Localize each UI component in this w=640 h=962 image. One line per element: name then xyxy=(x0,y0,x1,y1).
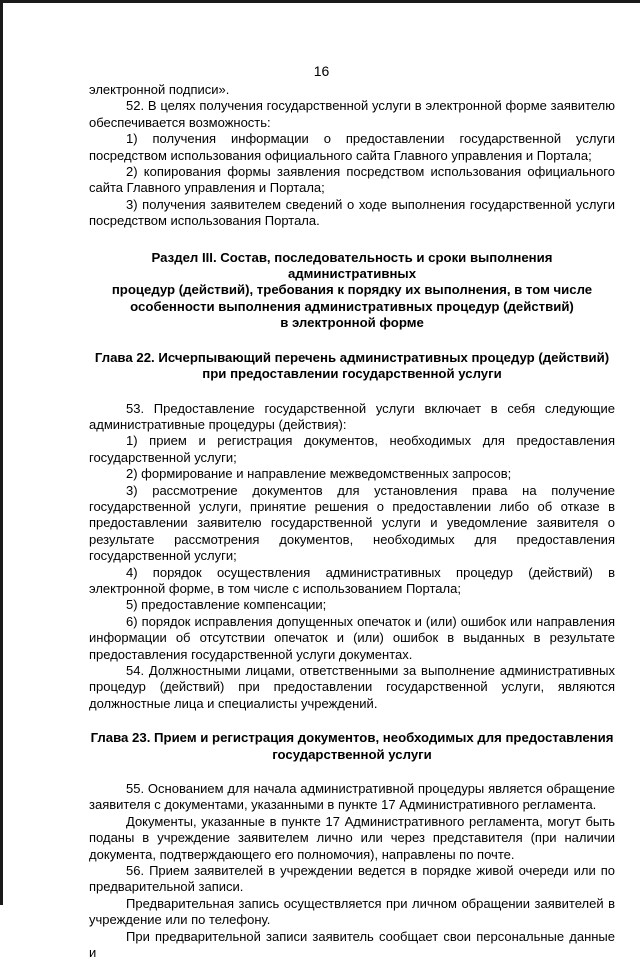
paragraph: 1) получения информации о предоставлении государственной услуги посредством использования официального сайта Главного управления и Портала; xyxy=(89,131,615,163)
section-title xyxy=(89,250,615,332)
paragraph: 53. Предоставление государственной услуги включает в себя следующие административные процедуры (действия): xyxy=(89,400,615,432)
paragraph: 54. Должностными лицами, ответственными за выполнение административных процедур (действий) при предоставлении государственной услуги, являются должностные лица и специалисты учреждений. xyxy=(89,663,615,711)
paragraph: 5) предоставление компенсации; xyxy=(126,597,327,613)
page-number: 16 xyxy=(313,63,330,79)
intro-paragraphs xyxy=(89,82,615,230)
document-body xyxy=(89,82,615,962)
paragraph: электронной подписи». xyxy=(89,82,230,97)
paragraph: 55. Основанием для начала административной процедуры является обращение заявителя с документами, указанными в пункте 17 Административного регламента. xyxy=(89,781,615,813)
paragraph: 3) получения заявителем сведений о ходе выполнения государственной услуги посредством использования Портала. xyxy=(89,196,615,229)
paragraph: При предварительной записи заявитель сообщает свои персональные данные и xyxy=(89,928,615,961)
paragraph: 1) прием и регистрация документов, необходимых для предоставления государственной услуги; xyxy=(89,433,615,465)
paragraph: 6) порядок исправления допущенных опечаток и (или) ошибок или направления информации об отсутствии опечаток и (или) ошибок в выданных в результате предоставления государственной услуги документах. xyxy=(89,613,615,662)
chapter-22-body xyxy=(89,401,615,713)
section-title-line: Раздел III. Состав, последовательность и сроки выполнения административных xyxy=(151,249,553,282)
chapter-title-line: государственной услуги xyxy=(272,746,432,762)
paragraph: Предварительная запись осуществляется при личном обращении заявителей в учреждение или по телефону. xyxy=(89,895,615,928)
chapter-title-line: при предоставлении государственной услуги xyxy=(202,366,502,382)
chapter-title-line: Глава 22. Исчерпывающий перечень административных процедур (действий) xyxy=(94,349,610,365)
section-title-line: особенности выполнения административных процедур (действий) xyxy=(130,298,574,314)
paragraph: Документы, указанные в пункте 17 Административного регламента, могут быть поданы в учреждение заявителем лично или через представителя (при наличии документа, подтверждающего его полномочия), направлены по почте. xyxy=(89,813,615,862)
chapter-title-line: Глава 23. Прием и регистрация документов, необходимых для предоставления xyxy=(90,730,614,746)
paragraph: 56. Прием заявителей в учреждении ведется в порядке живой очереди или по предварительной записи. xyxy=(89,863,615,895)
paragraph: 4) порядок осуществления административных процедур (действий) в электронной форме, в том числе с использованием Портала; xyxy=(89,564,615,596)
paragraph: 52. В целях получения государственной услуги в электронной форме заявителю обеспечивается возможность: xyxy=(89,98,615,130)
chapter-22-title xyxy=(89,350,615,383)
section-title-line: в электронной форме xyxy=(280,315,424,331)
paragraph: 2) копирования формы заявления посредством использования официального сайта Главного управления и Портала; xyxy=(89,164,615,196)
paragraph: 3) рассмотрение документов для установления права на получение государственной услуги, принятие решения о предоставлении либо об отказе в предоставлении заявителю государственной услуги и уведомление заявителя о результате рассмотрения документов, необходимых для предоставления государственной услуги; xyxy=(89,482,615,564)
chapter-23-body xyxy=(89,781,615,961)
paragraph: 2) формирование и направление межведомственных запросов; xyxy=(126,466,512,482)
chapter-23-title xyxy=(89,730,615,763)
section-title-line: процедур (действий), требования к порядку их выполнения, в том числе xyxy=(111,282,593,298)
